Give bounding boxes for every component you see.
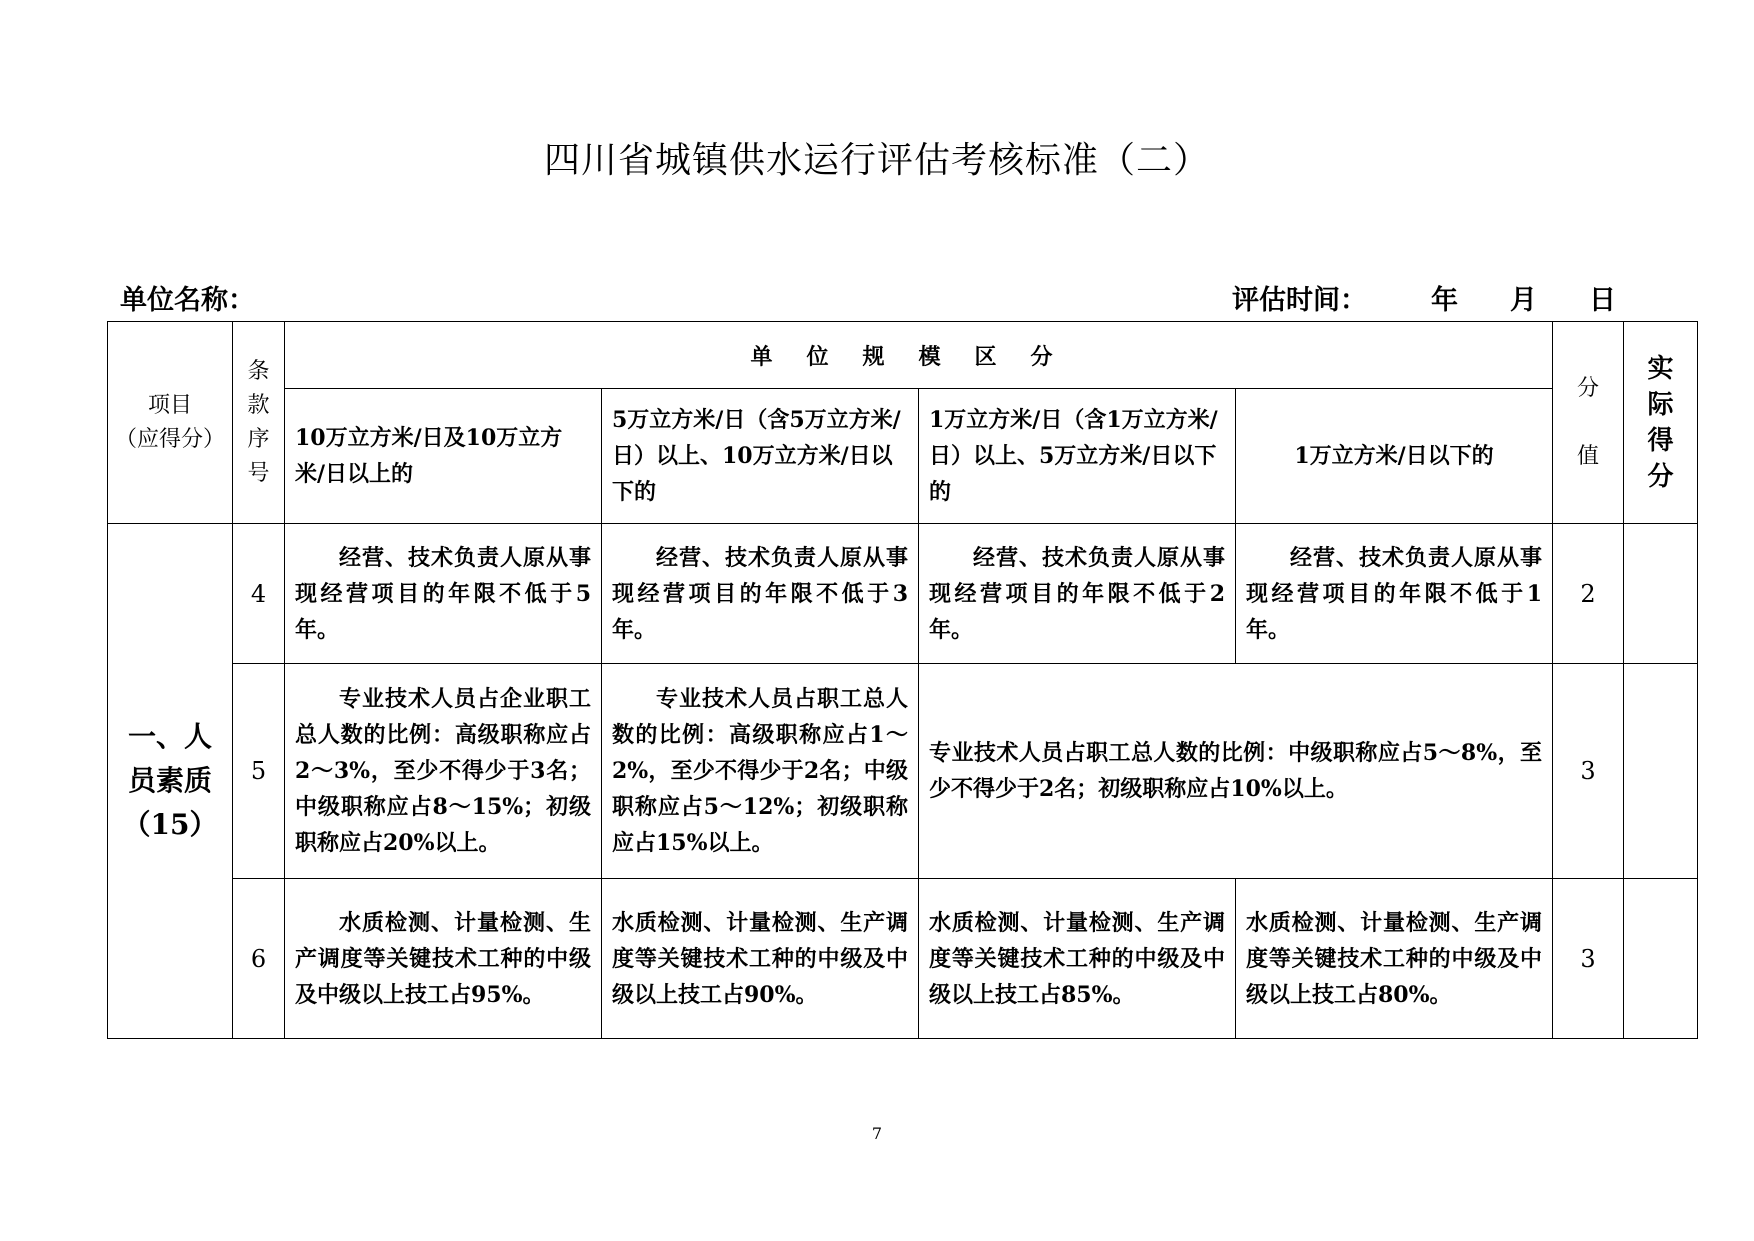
criterion-cell: 水质检测、计量检测、生产调度等关键技术工种的中级及中级以上技工占90%。 xyxy=(602,879,919,1039)
criterion-cell: 专业技术人员占企业职工总人数的比例：高级职称应占2～3%，至少不得少于3名；中级职称应占8～15%；初级职称应占20%以上。 xyxy=(285,664,602,879)
clause-number: 6 xyxy=(233,879,285,1039)
criterion-cell: 水质检测、计量检测、生产调度等关键技术工种的中级及中级以上技工占95%。 xyxy=(285,879,602,1039)
score-value: 2 xyxy=(1553,524,1624,664)
section-label-line2: 员素质 xyxy=(127,764,212,797)
assessment-table xyxy=(107,321,1698,1039)
actual-score-cell[interactable] xyxy=(1624,524,1698,664)
header-scale-col-3: 1万立方米/日（含1万立方米/日）以上、5万立方米/日以下的 xyxy=(919,389,1236,524)
header-clause-text: 条款序号 xyxy=(247,358,270,486)
page-number: 7 xyxy=(871,1124,883,1143)
day-label: 日 xyxy=(1589,285,1616,316)
header-scale-title: 单位规模区分 xyxy=(285,322,1553,389)
section-label-line3: （15） xyxy=(122,808,218,841)
section-label-line1: 一、人 xyxy=(127,720,212,753)
criterion-cell: 专业技术人员占职工总人数的比例：高级职称应占1～2%，至少不得少于2名；中级职称应占5～12%；初级职称应占15%以上。 xyxy=(602,664,919,879)
criterion-cell: 经营、技术负责人原从事现经营项目的年限不低于3年。 xyxy=(602,524,919,664)
criterion-cell: 经营、技术负责人原从事现经营项目的年限不低于5年。 xyxy=(285,524,602,664)
header-score xyxy=(1553,322,1624,524)
unit-name-label: 单位名称： xyxy=(120,285,255,316)
header-scale-col-2: 5万立方米/日（含5万立方米/日）以上、10万立方米/日以下的 xyxy=(602,389,919,524)
header-actual-score xyxy=(1624,322,1698,524)
header-item xyxy=(108,322,233,524)
document-title: 四川省城镇供水运行评估考核标准（二） xyxy=(543,140,1210,181)
clause-number: 4 xyxy=(233,524,285,664)
criterion-cell: 经营、技术负责人原从事现经营项目的年限不低于1年。 xyxy=(1236,524,1553,664)
criterion-cell: 经营、技术负责人原从事现经营项目的年限不低于2年。 xyxy=(919,524,1236,664)
eval-time-row xyxy=(1232,278,1616,317)
actual-score-cell[interactable] xyxy=(1624,879,1698,1039)
section-personnel-quality xyxy=(108,524,233,1039)
criterion-cell-merged: 专业技术人员占职工总人数的比例：中级职称应占5～8%，至少不得少于2名；初级职称应占10%以上。 xyxy=(919,664,1553,879)
header-actual-text: 实际得分 xyxy=(1647,353,1674,492)
header-clause xyxy=(233,322,285,524)
actual-score-cell[interactable] xyxy=(1624,664,1698,879)
header-item-text: 项目 （应得分） xyxy=(114,392,225,452)
year-label: 年 xyxy=(1431,285,1458,316)
score-value: 3 xyxy=(1553,664,1624,879)
score-value: 3 xyxy=(1553,879,1624,1039)
header-score-text: 分 值 xyxy=(1577,375,1600,469)
header-scale-col-1: 10万立方米/日及10万立方米/日以上的 xyxy=(285,389,602,524)
month-label: 月 xyxy=(1510,285,1537,316)
criterion-cell: 水质检测、计量检测、生产调度等关键技术工种的中级及中级以上技工占85%。 xyxy=(919,879,1236,1039)
clause-number: 5 xyxy=(233,664,285,879)
criterion-cell: 水质检测、计量检测、生产调度等关键技术工种的中级及中级以上技工占80%。 xyxy=(1236,879,1553,1039)
eval-time-label: 评估时间： xyxy=(1232,285,1367,316)
header-scale-col-4: 1万立方米/日以下的 xyxy=(1236,389,1553,524)
